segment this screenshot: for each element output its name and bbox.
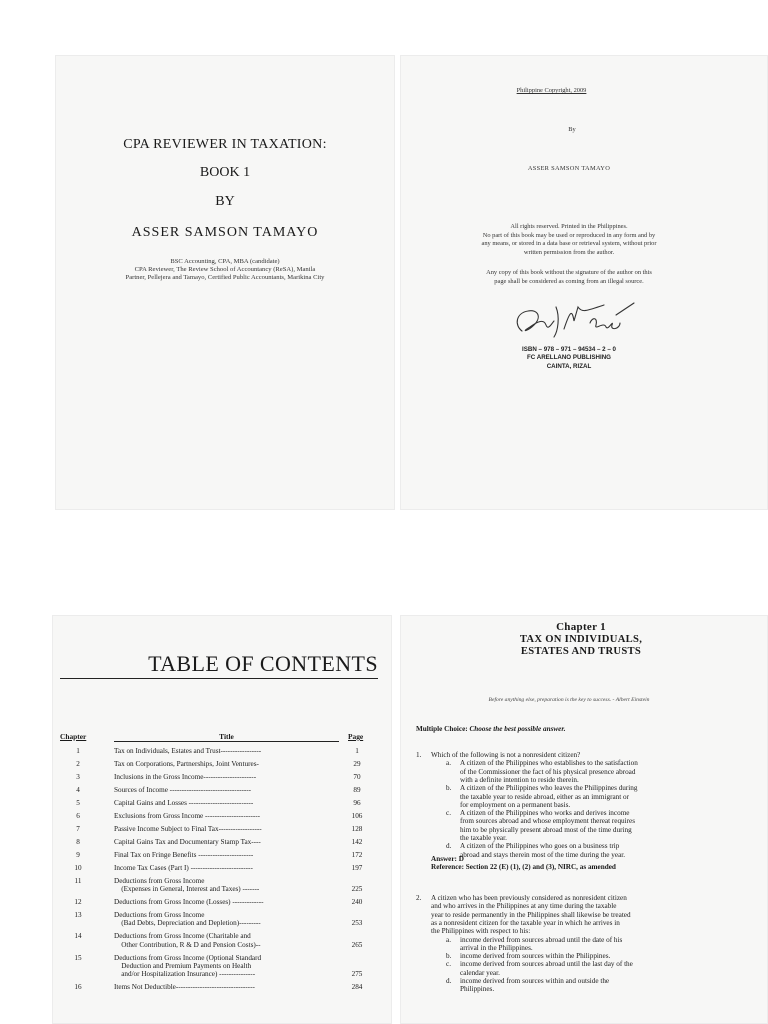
toc-chapter-number: 14 [74, 932, 82, 941]
toc-chapter-number: 16 [74, 983, 82, 992]
toc-chapter-number: 15 [74, 953, 82, 962]
toc-chapter-number: 12 [74, 897, 82, 906]
book-title-line1: CPA REVIEWER IN TAXATION: [123, 137, 327, 152]
publisher-location: CAINTA, RIZAL [546, 362, 592, 370]
toc-chapter-number: 2 [76, 759, 80, 768]
question-stem: Which of the following is not a nonresident citizen? [431, 751, 581, 759]
toc-page [52, 615, 392, 1024]
question-stem: A citizen who has been previously considered as nonresident citizen [431, 894, 627, 902]
chapter-label: Chapter 1 [556, 621, 606, 633]
question-number: 1. [416, 751, 422, 759]
choice-text: Philippines. [460, 985, 495, 994]
toc-chapter-number: 6 [76, 811, 80, 820]
toc-chapter-number: 9 [76, 850, 80, 859]
choice-text: for employment on a permanent basis. [460, 800, 571, 809]
multiple-choice-instruction: Multiple Choice: Choose the best possible answer. [416, 725, 566, 733]
choice-letter: b. [446, 784, 452, 793]
choice-letter: c. [446, 809, 451, 818]
author-credential: BSC Accounting, CPA, MBA (candidate) [170, 258, 280, 265]
answer: Answer: D [431, 855, 464, 863]
choice-text: from sources abroad and whose employment thereat requires [460, 817, 636, 826]
chapter-title-line2: ESTATES AND TRUSTS [520, 646, 642, 657]
toc-col-title: Title [114, 732, 339, 742]
question-stem: year to reside permanently in the Philippines shall likewise be treated [431, 910, 631, 919]
toc-title: Tax on Individuals, Estates and Trust----------------- [114, 747, 262, 755]
toc-title: Inclusions in the Gross Income---------------------- [114, 772, 257, 781]
choice-letter: d. [446, 977, 452, 985]
toc-page-number: 225 [351, 884, 363, 893]
choice-letter: a. [446, 935, 451, 944]
chapter-page [400, 615, 768, 1024]
author-name: ASSER SAMSON TAMAYO [527, 165, 611, 172]
toc-page-number: 240 [351, 897, 363, 906]
title-page [55, 55, 395, 510]
toc-chapter-number: 11 [74, 876, 82, 885]
toc-col-chapter: Chapter [60, 732, 87, 741]
choice-text: abroad and stays therein most of the time during the year. [460, 850, 626, 859]
choice-text: income derived from sources abroad until the last day of the [460, 960, 633, 969]
choice-text: him to be physically present abroad most of the time during [460, 825, 632, 834]
author-credential: Partner, Pellejera and Tamayo, Certified Public Accountants, Marikina City [125, 274, 325, 281]
copyright-notice: Philippine Copyright, 2009 [516, 87, 587, 94]
toc-title: Capital Gains Tax and Documentary Stamp Tax---- [114, 837, 261, 846]
toc-page-number: 253 [351, 919, 363, 928]
toc-page-number: 265 [351, 940, 363, 949]
toc-heading: TABLE OF CONTENTS [60, 651, 378, 679]
toc-title: Deductions from Gross Income (Bad Debts, Depreciation and Depletion)--------- [114, 910, 261, 928]
toc-title: Items Not Deductible--------------------------------- [114, 983, 255, 992]
author-credential: CPA Reviewer, The Review School of Accountancy (ReSA), Manila [134, 266, 316, 273]
choice-text: A citizen of the Philippines who establishes to the satisfaction [460, 759, 638, 768]
toc-page-number: 1 [355, 747, 359, 755]
rights-statement: All rights reserved. Printed in the Philippines. No part of this book may be used or reproduced in any form and by any means, or stored in a data base or retrieval system, without prior written permission from the author. [481, 223, 657, 256]
choice-text: A citizen of the Philippines who works and derives income [460, 809, 630, 818]
choice-letter: a. [446, 759, 451, 768]
choice-text: the taxable year to reside abroad, either as an immigrant or [460, 792, 630, 801]
choice-text: income derived from sources abroad until the date of his [460, 935, 623, 944]
toc-chapter-number: 10 [74, 863, 82, 872]
toc-chapter-number: 7 [76, 824, 80, 833]
toc-chapter-number: 4 [76, 785, 80, 794]
choice-text: income derived from sources within the Philippines. [460, 952, 611, 961]
chapter-quote: Before anything else, preparation is the key to success. - Albert Einstein [488, 697, 650, 703]
question-stem: as a nonresident citizen for the taxable year in which he arrives in [431, 918, 620, 927]
copyright-page [400, 55, 768, 510]
toc-title: Sources of Income ---------------------------------- [114, 785, 252, 794]
toc-page-number: 96 [353, 798, 361, 807]
author-signature [508, 301, 638, 341]
toc-title: Income Tax Cases (Part I) -------------------------- [114, 863, 253, 872]
choice-text: calendar year. [460, 968, 500, 977]
author-name: ASSER SAMSON TAMAYO [131, 225, 319, 240]
isbn: ISBN – 978 – 971 – 94534 – 2 – 0 [522, 346, 616, 353]
toc-page-number: 197 [351, 863, 363, 872]
isbn-block [400, 346, 738, 371]
choice-letter: b. [446, 952, 452, 961]
question-stem: and who arrives in the Philippines at any time during the taxable [431, 902, 617, 911]
toc-title: Exclusions from Gross Income ----------------------- [114, 811, 261, 820]
toc-page-number: 70 [353, 772, 361, 781]
choice-letter: d. [446, 842, 452, 851]
question-number: 2. [416, 894, 422, 902]
toc-page-number: 128 [351, 824, 363, 833]
toc-chapter-number: 5 [76, 798, 80, 807]
toc-title: Capital Gains and Losses --------------------------- [114, 798, 254, 807]
choice-text: the taxable year. [460, 834, 507, 842]
choice-text: A citizen of the Philippines who leaves the Philippines during [460, 784, 638, 793]
toc-title: Deductions from Gross Income (Expenses in General, Interest and Taxes) ------- [114, 876, 260, 893]
publisher: FC ARELLANO PUBLISHING [527, 354, 611, 362]
toc-col-page: Page [348, 732, 364, 741]
toc-title: Deductions from Gross Income (Losses) ------------- [114, 897, 264, 906]
toc-title: Deductions from Gross Income (Optional Standard Deduction and Premium Payments on Health and/or Hospitalization Insurance) --------------- [114, 953, 262, 979]
choice-text: arrival in the Philippines. [460, 943, 533, 952]
toc-title: Tax on Corporations, Partnerships, Joint Ventures- [114, 759, 259, 768]
toc-page-number: 106 [351, 811, 363, 820]
answer-reference: Reference: Section 22 (E) (1), (2) and (3), NIRC, as amended [431, 863, 616, 872]
question-stem: the Philippines with respect to his: [431, 927, 531, 936]
choice-letter: c. [446, 960, 451, 969]
toc-page-number: 89 [353, 785, 361, 794]
toc-page-number: 29 [353, 759, 361, 768]
toc-chapter-number: 8 [76, 837, 80, 846]
toc-title: Deductions from Gross Income (Charitable and Other Contribution, R & D and Pension Costs)-- [114, 932, 261, 949]
book-title-line2: BOOK 1 [199, 165, 251, 180]
choice-text: income derived from sources within and outside the [460, 977, 610, 985]
by-label: BY [215, 194, 235, 209]
toc-page-number: 172 [351, 850, 363, 859]
toc-title: Final Tax on Fringe Benefits ----------------------- [114, 850, 254, 859]
toc-chapter-number: 13 [74, 910, 82, 919]
choice-text: with a definite intention to reside therein. [460, 775, 579, 784]
choice-text: A citizen of the Philippines who goes on a business trip [460, 842, 620, 851]
choice-text: of the Commissioner the fact of his physical presence abroad [460, 767, 636, 776]
toc-chapter-number: 3 [76, 772, 80, 781]
chapter-title-line1: TAX ON INDIVIDUALS, [519, 634, 643, 645]
toc-page-number: 142 [351, 837, 363, 846]
toc-page-number: 284 [351, 983, 363, 992]
toc-page-number: 275 [351, 970, 363, 979]
signature-notice: Any copy of this book without the signature of the author on this page shall be considered as coming from an illegal source. [486, 269, 652, 285]
toc-title: Passive Income Subject to Final Tax------------------ [114, 824, 262, 833]
toc-chapter-number: 1 [76, 747, 80, 755]
by-label: By [568, 126, 576, 133]
